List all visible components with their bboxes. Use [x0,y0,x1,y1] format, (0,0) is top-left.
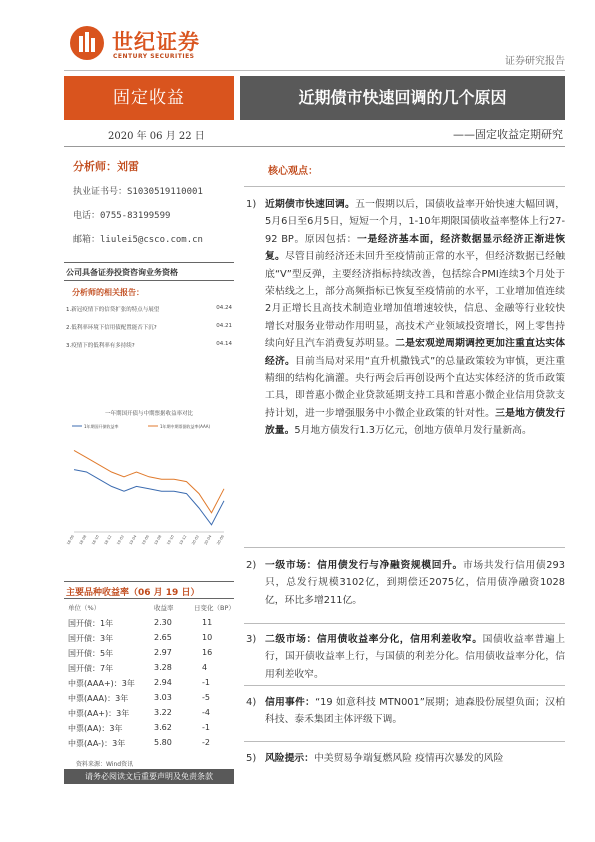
point-4-text: “19 如意科技 MTN001”展期；迪森股份展望负面；汉柏科技、泰禾集团主体评级下调。 [265,697,566,726]
yield-value: 3.62 [154,723,172,732]
divider [244,623,565,624]
divider [64,262,234,263]
x-tick-label: 18-12 [103,534,113,546]
divider [64,280,234,281]
market-table-row [66,648,234,660]
daily-change: 10 [202,633,213,642]
legend-label-0: 1年期国开债收益率 [84,424,119,429]
point-5 [265,750,565,767]
point-4 [265,694,565,729]
qualification: 公司具备证券投资咨询业务资格 [66,268,178,277]
top-divider [64,70,565,71]
x-tick-label: 20-02 [191,534,200,546]
report-date: 2020 年 06 月 22 日 [108,131,205,142]
core-points-heading: 核心观点： [268,166,318,177]
market-table-row [66,693,234,705]
analyst-email[interactable]: 邮箱：liulei5@csco.com.cn [73,235,203,245]
related-report-title: 1.新冠疫情下的信贷扩张的特点与展望 [66,307,160,313]
x-tick-label: 20-04 [203,534,213,546]
report-type: 证券研究报告 [505,56,565,67]
divider [244,186,565,187]
report-title: 近期债市快速回调的几个原因 [240,76,565,120]
instrument-name: 国开债：1年 [68,619,114,628]
related-report-date: 04.21 [216,323,232,329]
point-2-lead: 一级市场：信用债发行与净融资规模回升。 [265,560,463,571]
daily-change: -2 [202,738,210,747]
chart-legend [72,423,211,429]
divider [244,741,565,742]
point-1-text-b: 尽管目前经济还未回升至疫情前正常的水平，但经济数据已经触底“V”型反弹，主要经济指标持续改善，包括综合PMI连续3个月处于荣枯线之上，部分高频指标已恢复至疫情前的水平，工业增加值连续2月正增长且高技术制造业增加值增速较快，信息、金融等行业较快增长对服务业带动作用明显，高技术产业领域投资增长，网上零售持续向好且汽车消费复苏明显。 [265,251,566,350]
market-table-row [66,663,234,675]
instrument-name: 国开债：7年 [68,664,114,673]
divider [244,547,565,548]
market-table-header [66,603,234,615]
point-number: 5) [246,753,257,764]
divider [64,581,234,582]
yield-value: 5.80 [154,738,172,747]
x-tick-label: 19-10 [166,534,175,546]
daily-change: 4 [202,663,208,672]
x-tick-label: 19-12 [178,534,188,546]
x-tick-label: 18-06 [66,534,75,546]
series-line-1 [74,450,224,512]
divider [64,598,234,599]
chart-title: 一年期国开债与中期票据收益率对比 [104,411,194,417]
market-table-row [66,738,234,750]
market-table-row [66,708,234,720]
instrument-name: 国开债：3年 [68,634,114,643]
related-reports-heading: 分析师的相关报告： [72,288,144,297]
disclaimer-banner: 请务必阅读文后重要声明及免责条款 [64,769,234,784]
yield-value: 2.30 [154,618,172,627]
header-divider [64,146,565,147]
instrument-name: 中票(AA+)：3年 [68,709,130,718]
point-number: 3) [246,634,257,645]
yield-value: 3.28 [154,663,172,672]
market-yields-heading: 主要品种收益率（06 月 19 日） [66,588,200,598]
market-table-row [66,723,234,735]
point-1-text-d: 5月地方债发行1.3万亿元，创地方债单月发行量新高。 [294,425,532,437]
related-report-item[interactable] [66,323,234,331]
logo-text: 世纪证券 [112,30,200,54]
analyst-phone: 电话：0755-83199599 [73,211,171,221]
daily-change: -1 [202,678,210,687]
chart-plot-area [66,450,225,545]
point-2-text: 市场共发行信用债293只，总发行规模3102亿，到期偿还2075亿，信用债净融资1028亿，环比多增211亿。 [265,560,565,606]
logo-english: CENTURY SECURITIES [113,53,195,60]
point-4-lead: 信用事件： [265,697,316,708]
point-3-text: 国债收益率普遍上行，国开债收益率上行，与国债的利差分化。信用债收益率分化，信用利差收窄。 [265,634,566,680]
point-5-lead: 风险提示： [265,753,314,764]
yield-value: 3.22 [154,708,172,717]
point-number: 1) [246,199,257,210]
point-1-text-a: 五一假期以后，国债收益率开始快速大幅回调，5月6日至6月5日，短短一个月，1-10年期限国债收益率整体上行27-92 BP。原因包括： [265,199,566,245]
market-table-row [66,633,234,645]
x-tick-label: 19-08 [153,534,163,546]
point-1-bold-a: 一是经济基本面，经济数据显示经济正渐进恢复。 [265,233,565,263]
point-number: 2) [246,560,257,571]
x-tick-label: 20-06 [216,534,225,546]
analyst-name: 分析师：刘雷 [73,160,139,173]
instrument-name: 中票(AAA)：3年 [68,694,129,703]
instrument-name: 中票(AAA+)：3年 [68,679,135,688]
daily-change: 16 [202,648,213,657]
category-banner: 固定收益 [64,76,234,120]
instrument-name: 国开债：5年 [68,649,114,658]
daily-change: 11 [202,618,213,627]
col-yield: 收益率 [154,604,174,612]
yield-value: 2.65 [154,633,172,642]
daily-change: -4 [202,708,210,717]
point-3 [265,631,565,683]
x-tick-label: 19-06 [141,534,150,546]
related-report-date: 04.24 [216,305,232,311]
point-1 [265,196,565,440]
legend-label-1: 1年期中期票据收益率(AAA) [160,424,211,429]
analyst-cert: 执业证书号：S1030519110001 [73,187,203,197]
yield-value: 2.97 [154,648,172,657]
x-tick-label: 19-04 [128,534,138,546]
point-5-text: 中美贸易争端复燃风险 疫情再次暴发的风险 [313,753,504,764]
x-tick-label: 19-02 [116,534,125,546]
point-1-lead: 近期债市快速回调。 [265,199,356,210]
related-report-date: 04.14 [216,341,232,347]
data-source: 资料来源：Wind资讯 [76,761,134,768]
market-table-row [66,678,234,690]
related-report-item[interactable] [66,341,234,349]
divider [244,685,565,686]
yield-comparison-chart [64,406,234,556]
point-3-lead: 二级市场：信用债收益率分化，信用利差收窄。 [265,634,483,645]
instrument-name: 中票(AA)：3年 [68,724,123,733]
point-number: 4) [246,697,257,708]
related-report-title: 2.低利率环境下信用债配置能否下沉? [66,325,157,331]
daily-change: -1 [202,723,210,732]
point-2 [265,557,565,609]
market-table-row [66,618,234,630]
daily-change: -5 [202,693,210,702]
yield-value: 3.03 [154,693,172,702]
instrument-name: 中票(AA-)：3年 [68,739,126,748]
col-change: 日变化（BP） [194,604,235,612]
logo-icon [70,26,104,60]
point-1-bold-c: 三是地方债发行放量。 [265,407,566,437]
yield-value: 2.94 [154,678,172,687]
point-1-bold-b: 二是宏观逆周期调控更加注重直达实体经济。 [265,338,566,367]
related-report-item[interactable] [66,305,234,313]
point-1-text-c: 目前当局对采用“直升机撒钱式”的总量政策较为审慎，更注重精细的结构化滴灌。央行两会后再创设两个直达实体经济的货币政策工具，即普惠小微企业贷款延期支持工具和普惠小微企业信用贷款支持计划，进一步增强服务中小微企业政策的针对性。 [265,355,565,419]
related-report-title: 3.疫情下的低利率有多持续? [66,343,135,349]
report-series: ——固定收益定期研究 [453,128,563,141]
x-tick-label: 18-10 [91,534,100,546]
x-tick-label: 18-08 [78,534,88,546]
col-unit: 单位（%） [68,604,101,612]
